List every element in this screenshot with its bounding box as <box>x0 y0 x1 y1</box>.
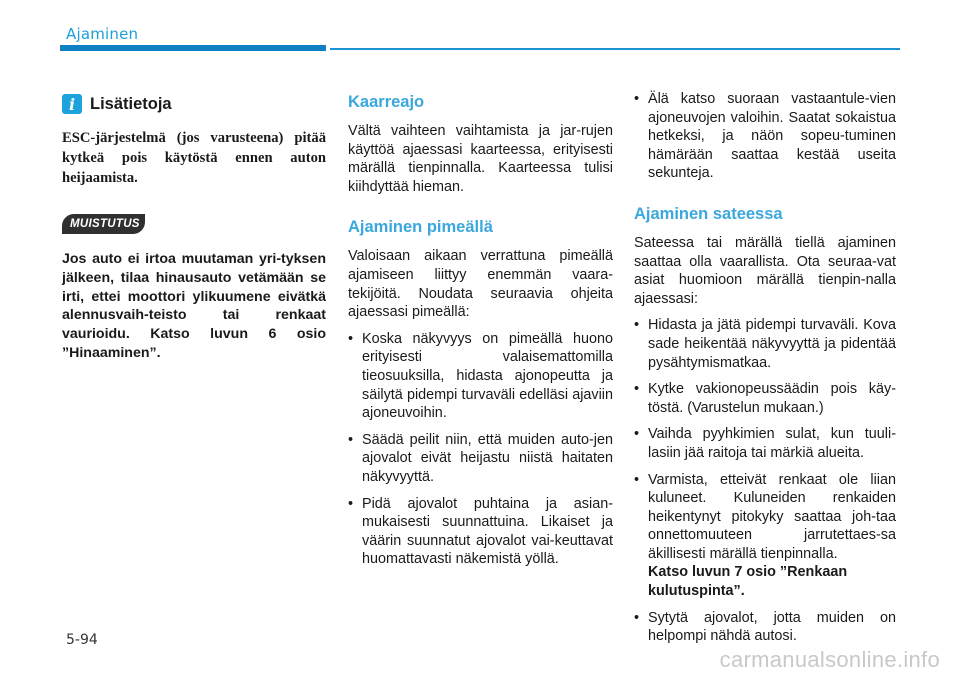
list-item: • Älä katso suoraan vastaantule-vien ajoneuvojen valoihin. Saatat sokaistua hetkeksi, ja näön sopeu-tuminen hämärään saattaa kestää useita sekunteja. <box>634 90 896 183</box>
header-rule-thin <box>330 48 900 50</box>
list-item: • Koska näkyvyys on pimeällä huono erityisesti valaisemattomilla tieosuuksilla, hidasta ajonopeutta ja säilytä pidempi turvaväli edelläsi ajaviin ajoneuvoihin. <box>348 330 613 423</box>
list-item: • Vaihda pyyhkimien sulat, kun tuuli-lasiin jää raitoja tai märkiä alueita. <box>634 425 896 462</box>
list-item: • Pidä ajovalot puhtaina ja asian-mukaisesti suunnattuina. Likaiset ja väärin suunnatut ajovalot vai-keuttavat huomattavasti näkemistä yöllä. <box>348 495 613 569</box>
sateessa-list <box>634 316 896 646</box>
page-number: 5-94 <box>66 632 98 648</box>
heading-kaarreajo: Kaarreajo <box>348 93 425 111</box>
column-middle <box>348 90 613 577</box>
top-list <box>634 90 896 183</box>
kaarreajo-text: Vältä vaihteen vaihtamista ja jar-rujen käyttöä ajaessasi kaarteessa, erityisesti märällä tienpinnalla. Kaarteessa tulisi kiihdyttää hieman. <box>348 123 613 195</box>
info-heading <box>62 94 326 114</box>
list-item: • Säädä peilit niin, että muiden auto-jen ajovalot eivät heijastu niistä haitaten näkyvyyttä. <box>348 431 613 487</box>
note-badge: MUISTUTUS <box>62 214 145 234</box>
pimealla-list <box>348 330 613 569</box>
heading-sateessa: Ajaminen sateessa <box>634 204 783 223</box>
list-item-text: Varmista, etteivät renkaat ole liian kuluneet. Kuluneiden renkaiden heikentynyt pitokyky saattaa joh-taa onnettomuuteen jarrutettaes-sa äkillisesti märällä tienpinnalla. <box>648 471 896 562</box>
column-left <box>62 90 326 363</box>
list-item: • Kytke vakionopeussäädin pois käy-töstä. (Varustelun mukaan.) <box>634 380 896 417</box>
list-item-crossref: Katso luvun 7 osio ”Renkaan kulutuspinta”. <box>648 564 848 600</box>
pimealla-intro: Valoisaan aikaan verrattuna pimeällä ajamiseen liittyy enemmän vaara-tekijöitä. Noudata seuraavia ohjeita ajaessasi pimeällä: <box>348 248 613 321</box>
heading-pimealla: Ajaminen pimeällä <box>348 218 493 237</box>
info-title: Lisätietoja <box>90 94 172 113</box>
list-item: • Hidasta ja jätä pidempi turvaväli. Kova sade heikentää näkyvyyttä ja pidentää pysähtymismatkaa. <box>634 316 896 372</box>
list-item: • Sytytä ajovalot, jotta muiden on helpompi nähdä autosi. <box>634 609 896 646</box>
header-rule-thick <box>60 45 326 51</box>
note-text: Jos auto ei irtoa muutaman yri-tyksen jälkeen, tilaa hinausauto vetämään se irti, ettei moottori ylikuumene eivätkä alennusvaih-teisto tai renkaat vaurioidu. Katso luvun 6 osio ”Hinaaminen”. <box>62 251 326 361</box>
info-icon: i <box>62 94 82 114</box>
info-text: ESC-järjestelmä (jos varusteena) pitää kytkeä pois käytöstä ennen auton heijaamista. <box>62 130 326 186</box>
list-item <box>634 471 896 601</box>
sateessa-intro: Sateessa tai märällä tiellä ajaminen saattaa olla vaarallista. Ota seuraa-vat asiat huomioon märällä tienpin-nalla ajaessasi: <box>634 234 896 307</box>
column-right <box>634 90 896 654</box>
section-header: Ajaminen <box>66 25 139 43</box>
watermark: carmanualsonline.info <box>719 647 940 672</box>
